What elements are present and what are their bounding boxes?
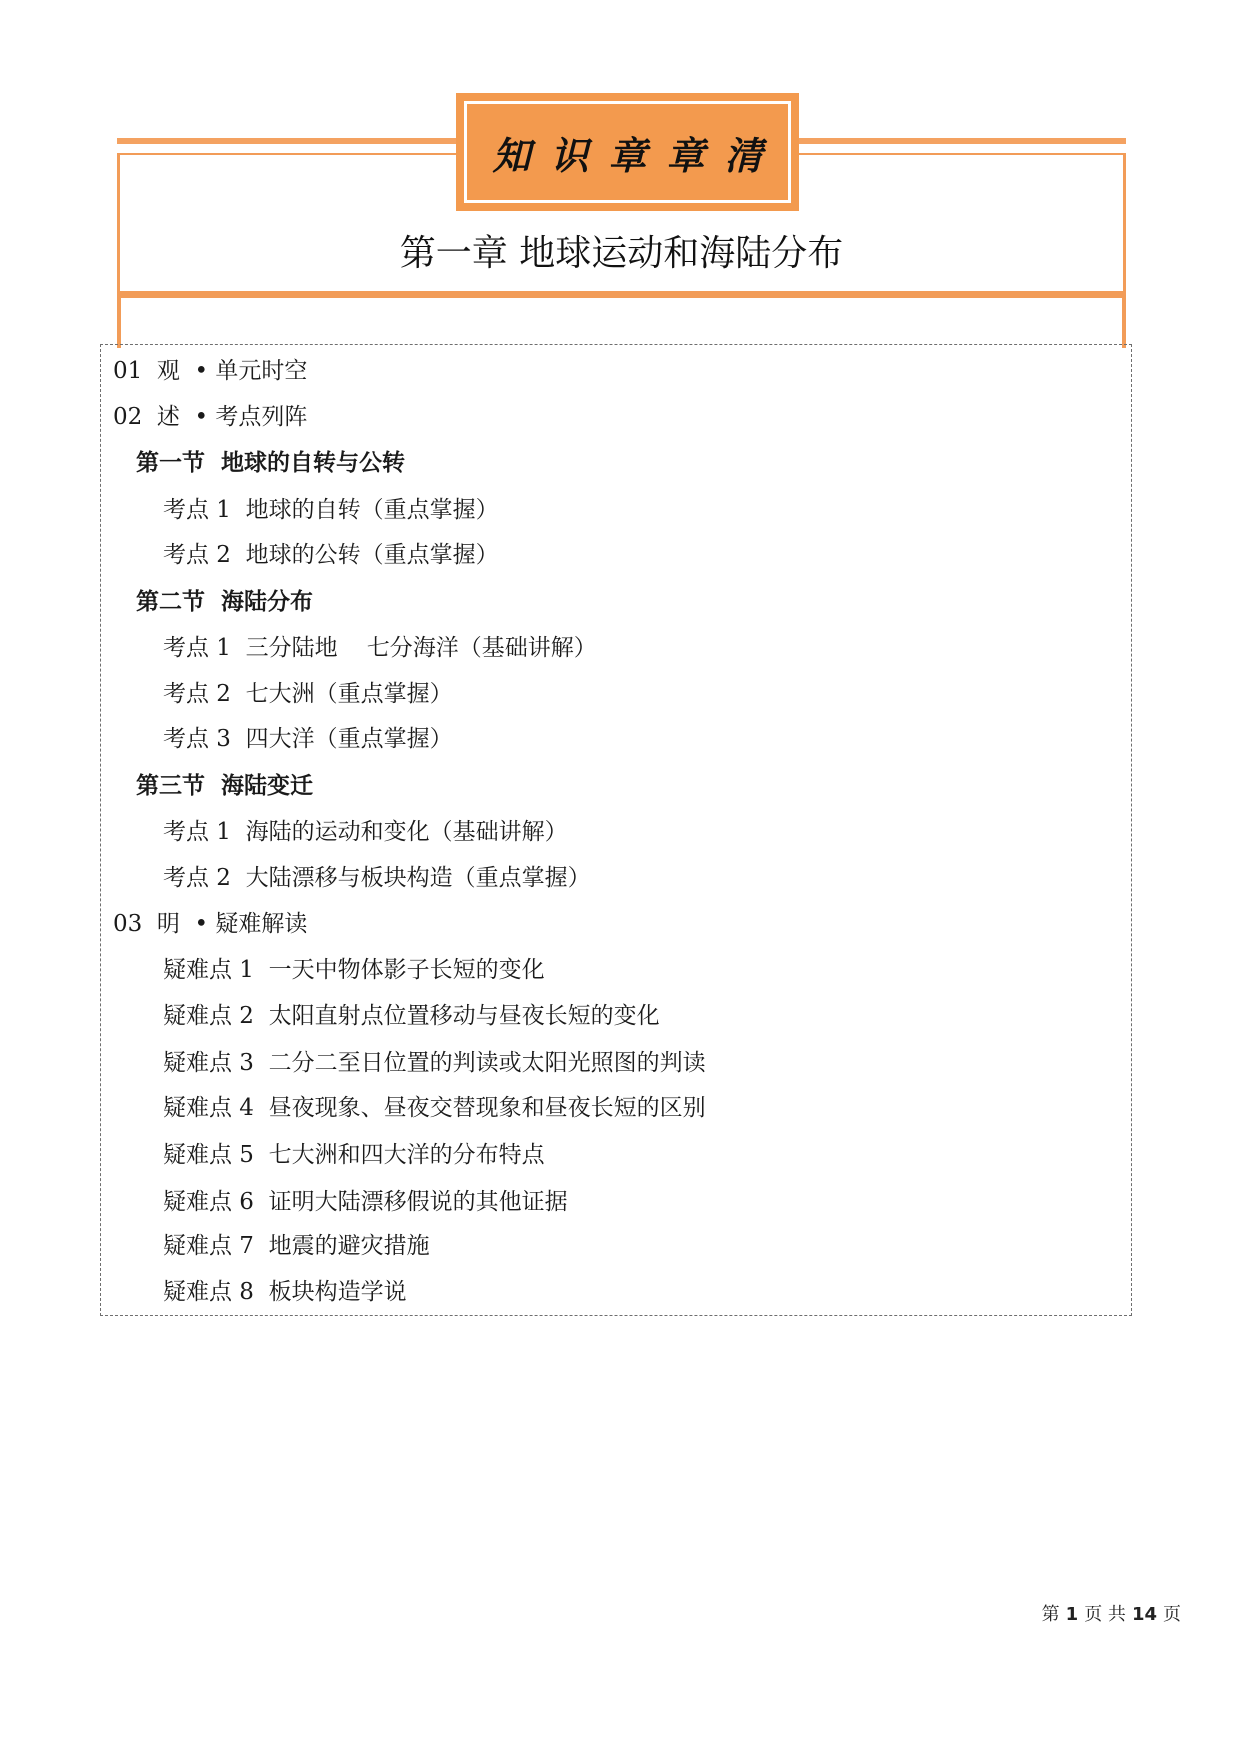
toc-entry: 考点 2 大陆漂移与板块构造（重点掌握）: [163, 865, 591, 891]
section-badge-text: 知识章章清: [464, 101, 791, 203]
toc-part-heading: 03 明 • 疑难解读: [113, 911, 308, 937]
toc-entry: 疑难点 3 二分二至日位置的判读或太阳光照图的判读: [163, 1050, 706, 1076]
toc-section-heading: 第三节 海陆变迁: [136, 772, 314, 799]
header-bottom-bar: [117, 291, 1126, 298]
toc-section-heading: 第二节 海陆分布: [136, 588, 314, 615]
toc-entry: 疑难点 5 七大洲和四大洋的分布特点: [163, 1142, 545, 1168]
toc-entry: 考点 1 海陆的运动和变化（基础讲解）: [163, 819, 568, 845]
toc-entry: 疑难点 8 板块构造学说: [163, 1279, 407, 1305]
page-footer: [1042, 1600, 1181, 1626]
toc-entry: 疑难点 2 太阳直射点位置移动与昼夜长短的变化: [163, 1003, 660, 1029]
toc-entry: 考点 1 三分陆地 七分海洋（基础讲解）: [163, 635, 597, 661]
toc-part-heading: 01 观 • 单元时空: [113, 358, 308, 384]
toc-entry: 疑难点 4 昼夜现象、昼夜交替现象和昼夜长短的区别: [163, 1095, 706, 1121]
chapter-title: 第一章 地球运动和海陆分布: [399, 233, 844, 274]
toc-section-heading: 第一节 地球的自转与公转: [136, 449, 406, 476]
toc-entry: 疑难点 6 证明大陆漂移假说的其他证据: [163, 1189, 568, 1215]
toc-entry: 疑难点 7 地震的避灾措施: [163, 1233, 430, 1259]
toc-entry: 考点 2 地球的公转（重点掌握）: [163, 542, 499, 568]
footer-middle: 页 共: [1084, 1604, 1126, 1625]
footer-prefix: 第: [1041, 1604, 1060, 1625]
toc-entry: 考点 2 七大洲（重点掌握）: [163, 681, 453, 707]
header-left-leg: [117, 298, 121, 348]
current-page-number: 1: [1065, 1604, 1079, 1625]
toc-entry: 考点 1 地球的自转（重点掌握）: [163, 497, 499, 523]
footer-suffix: 页: [1163, 1604, 1181, 1625]
toc-part-heading: 02 述 • 考点列阵: [113, 404, 308, 430]
total-page-number: 14: [1131, 1604, 1157, 1625]
section-badge: [456, 93, 799, 211]
header-right-leg: [1122, 298, 1126, 348]
toc-entry: 考点 3 四大洋（重点掌握）: [163, 726, 453, 752]
toc-entry: 疑难点 1 一天中物体影子长短的变化: [163, 957, 545, 983]
